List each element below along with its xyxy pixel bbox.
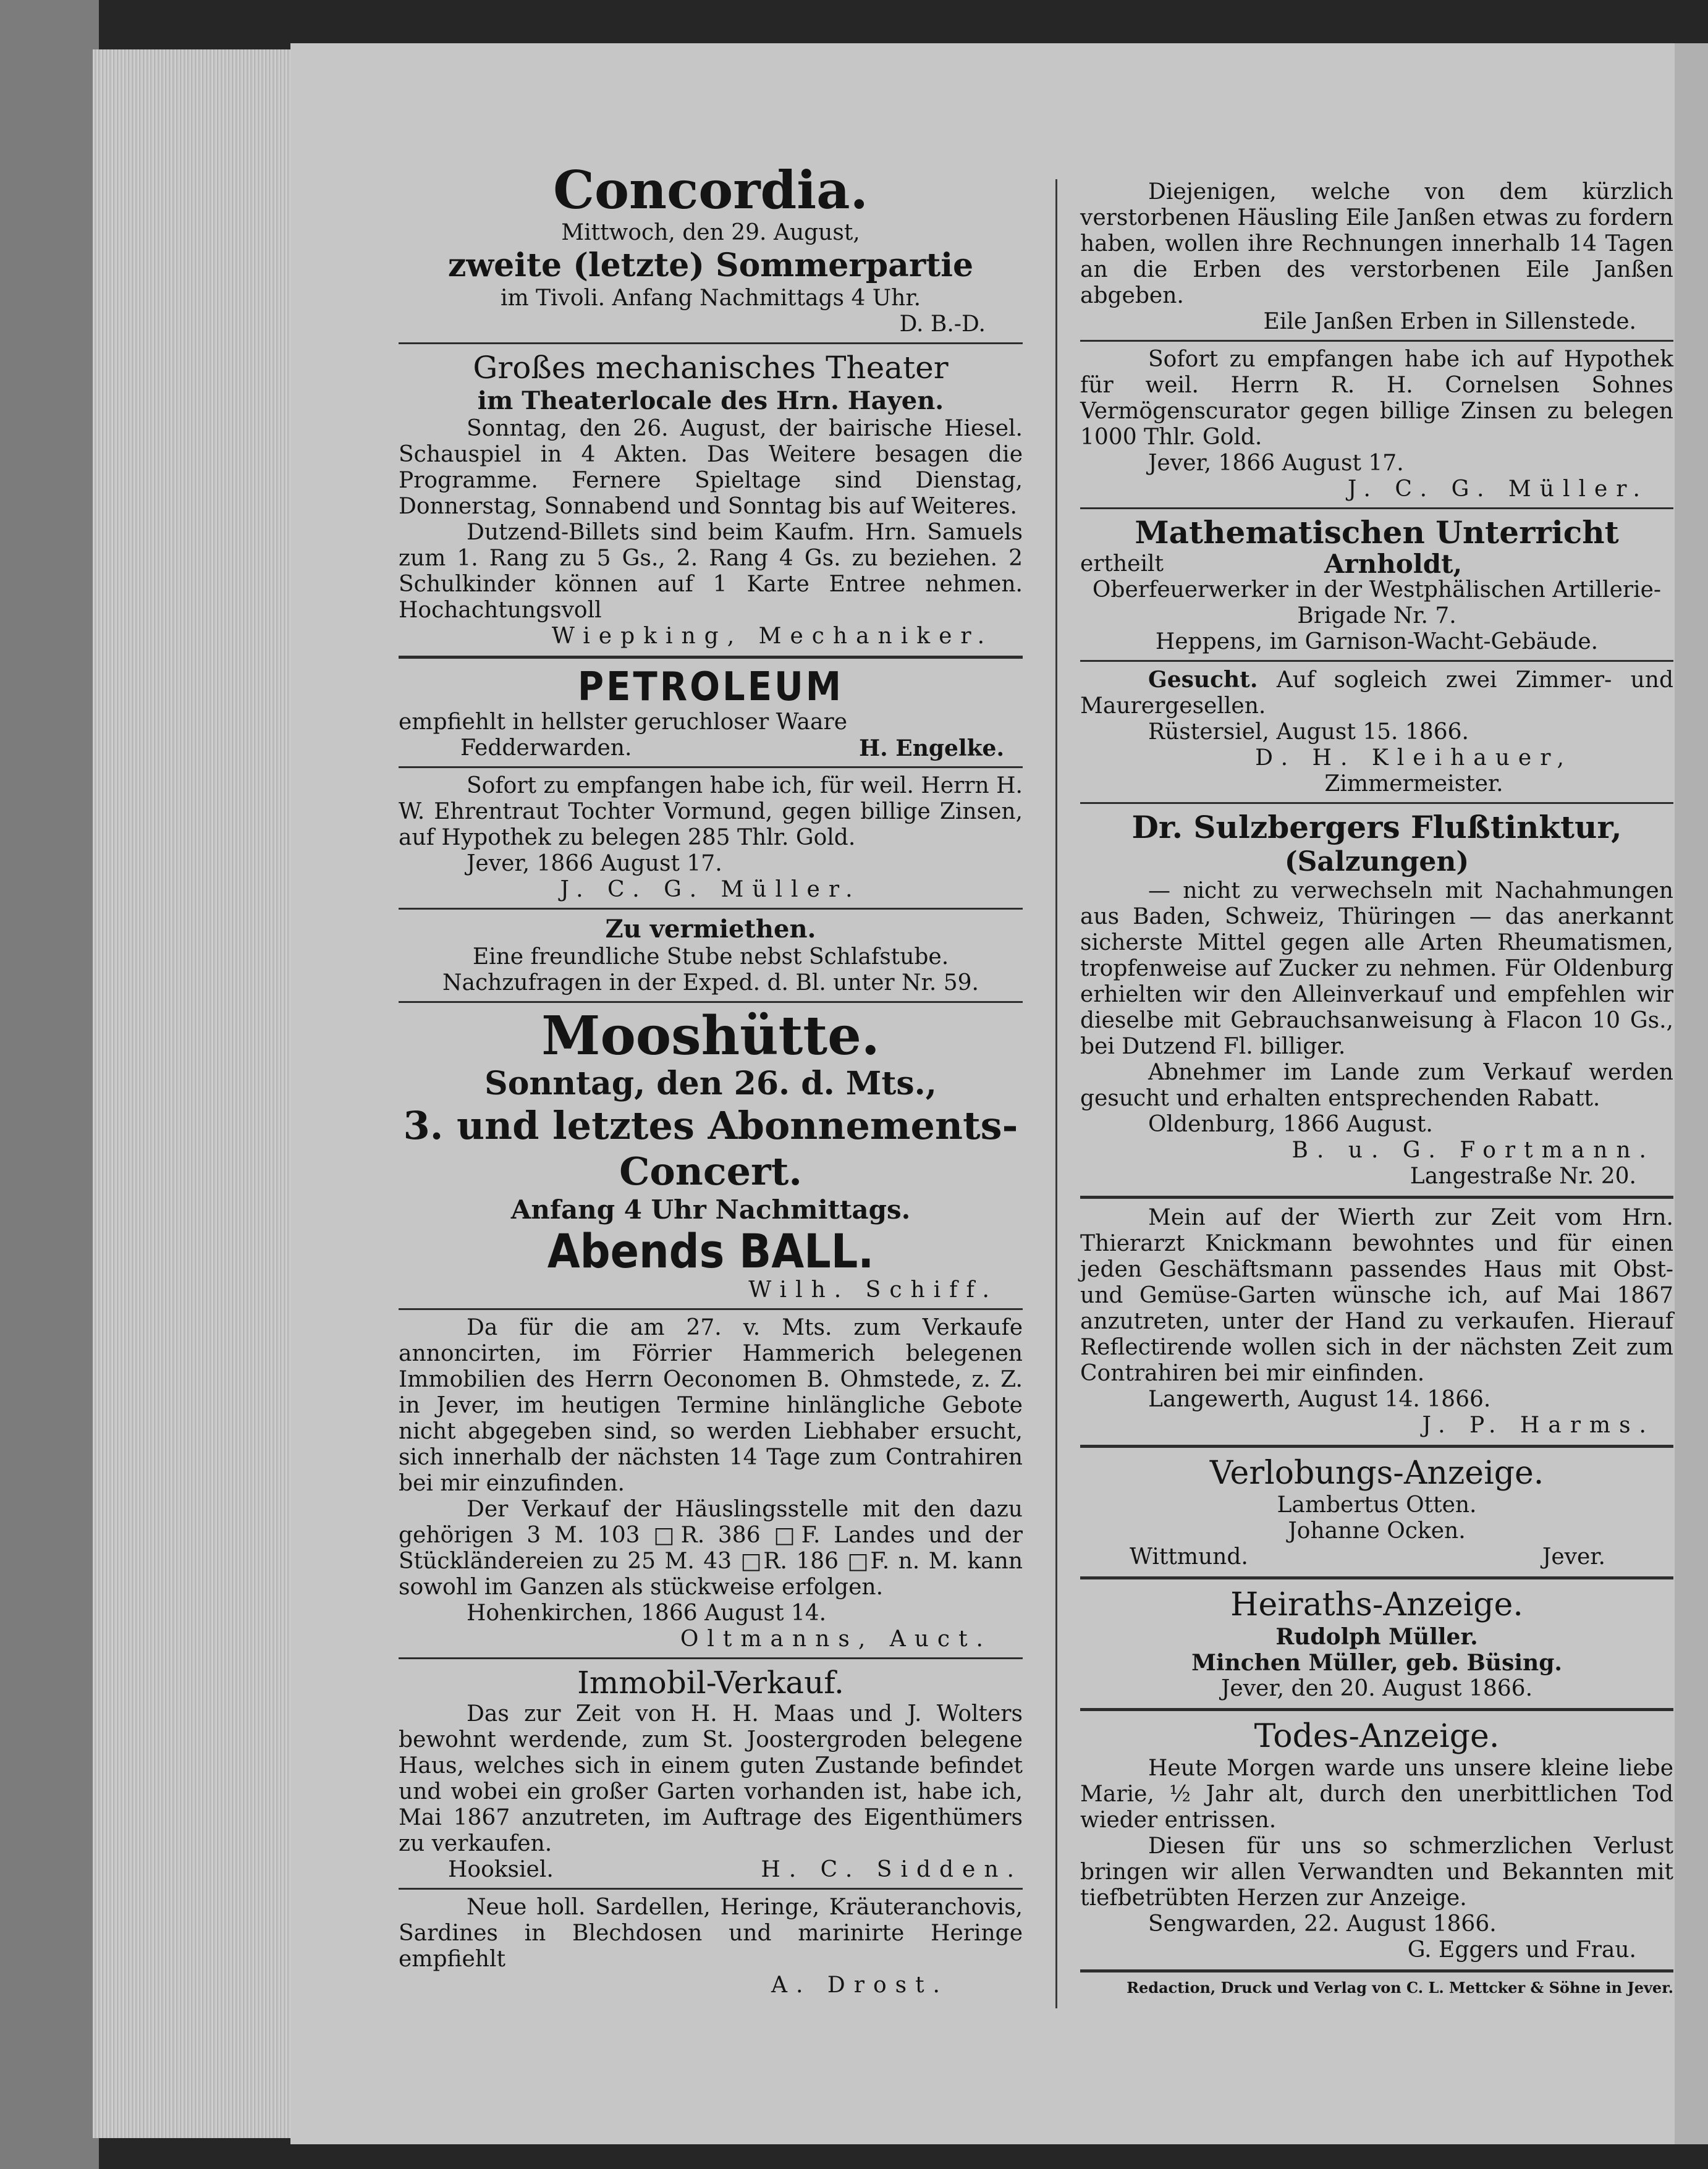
vermiethen-line1: Eine freundliche Stube nebst Schlafstube. [472,944,949,970]
todes-body: Heute Morgen warde uns unsere kleine liebe Marie, ½ Jahr alt, durch den unerbittlichen Tod wieder entrissen. [1080,1756,1673,1833]
next-page-edge [1675,43,1708,2144]
todes-title: Todes-Anzeige. [1254,1718,1500,1755]
concordia-sign: D. B.-D. [899,311,986,337]
mathe-lead: ertheilt [1080,551,1164,577]
hypothek1-date: Jever, 1866 August 17. [467,851,722,876]
divider [1080,507,1673,509]
verlobung-place1: Wittmund. [1130,1544,1248,1570]
divider [399,1001,1023,1003]
theater-title: Großes mechanisches Theater [473,350,949,386]
heirath-date: Jever, den 20. August 1866. [1220,1676,1533,1701]
immobil-body: Das zur Zeit von H. H. Maas und J. Wolters bewohnt werdende, zum St. Joostergroden belegene Haus, welches sich in einem guten Zustande befindet und wobei ein großer Garten vorhanden ist, habe ich, Mai 1867 anzutreten, im Auftrage des Eigenthümers zu verkaufen. [399,1701,1023,1856]
gesucht-date: Rüstersiel, August 15. 1866. [1148,719,1469,745]
sulzberger-body: — nicht zu verwechseln mit Nachahmungen aus Baden, Schweiz, Thüringen — das anerkannt sicherste Mittel gegen alle Arten Rheumatismen, tropfenweise auf Zucker zu nehmen. Für Oldenburg erhielten wir den Alleinverkauf und empfehlen wir dieselbe mit Gebrauchsanweisung à Flacon 10 Gs., bei Dutzend Fl. billiger. [1080,878,1673,1059]
mooshuette-date: Sonntag, den 26. d. Mts., [484,1065,937,1102]
vermiethen-title: Zu vermiethen. [605,915,816,944]
immobil-sign: H. C. Sidden. [761,1857,1023,1882]
sulzberger-address: Langestraße Nr. 20. [1410,1164,1636,1189]
divider [399,1308,1023,1310]
verkauf-date: Hohenkirchen, 1866 August 14. [467,1600,827,1626]
verlobung-place2: Jever. [1542,1544,1605,1570]
todes-body2: Diesen für uns so schmerzlichen Verlust bringen wir allen Verwandten und Bekannten mit tiefbetrübten Herzen zur Anzeige. [1080,1833,1673,1911]
jansen-sign: Eile Janßen Erben in Sillenstede. [1263,309,1636,334]
sulzberger-date: Oldenburg, 1866 August. [1148,1112,1433,1137]
jansen-body: Diejenigen, welche von dem kürzlich verstorbenen Häusling Eile Janßen etwas zu fordern haben, wollen ihre Rechnungen innerhalb 14 Tagen an die Erben des verstorbenen Eile Janßen abgeben. [1080,179,1673,308]
mathe-name: Arnholdt, [1324,549,1463,579]
divider [399,908,1023,910]
divider [399,766,1023,768]
mooshuette-ball: Abends BALL. [547,1224,874,1279]
mooshuette-title: Mooshütte. [541,1005,880,1067]
hypothek2-date: Jever, 1866 August 17. [1148,450,1404,476]
divider [1080,1576,1673,1579]
divider [1080,340,1673,342]
gesucht-role: Zimmermeister. [1324,771,1503,797]
hypothek2-sign: J. C. G. Müller. [1347,476,1649,502]
sulzberger-body2: Abnehmer im Lande zum Verkauf werden gesucht und erhalten entsprechenden Rabatt. [1080,1060,1673,1111]
mathe-line3: Heppens, im Garnison-Wacht-Gebäude. [1155,629,1599,654]
divider [1080,660,1673,662]
heirath-name2: Minchen Müller, geb. Büsing. [1191,1650,1562,1676]
verkauf-p2: Der Verkauf der Häuslingsstelle mit den dazu gehörigen 3 M. 103 □R. 386 □F. Landes und der Stückländereien zu 25 M. 43 □R. 186 □F. n. M. kann sowohl im Ganzen als stückweise erfolgen. [399,1497,1023,1600]
hypothek2-body: Sofort zu empfangen habe ich auf Hypothek für weil. Herrn R. H. Cornelsen Sohnes Vermögenscurator gegen billige Zinsen zu belegen 1000 Thlr. Gold. [1080,347,1673,450]
divider [399,1657,1023,1659]
petroleum-line: empfiehlt in hellster geruchloser Waare [399,709,847,735]
gesucht-block [1080,667,1673,719]
gesucht-body: Auf sogleich zwei Zimmer- und Maurergesellen. [1080,667,1673,719]
mooshuette-time: Anfang 4 Uhr Nachmittags. [510,1194,911,1225]
heirath-name1: Rudolph Müller. [1275,1624,1478,1650]
page-edges [93,49,290,2138]
immobil-footer [399,1857,1023,1883]
theater-subtitle: im Theaterlocale des Hrn. Hayen. [477,386,944,415]
mooshuette-event2: Concert. [619,1149,802,1194]
divider [1080,1969,1673,1972]
verlobung-name1: Lambertus Otten. [1277,1492,1477,1518]
todes-sign: G. Eggers und Frau. [1407,1937,1636,1963]
mathe-line2: Brigade Nr. 7. [1297,603,1456,628]
verkauf-sign: Oltmanns, Auct. [680,1626,992,1652]
divider [399,656,1023,659]
divider [1080,802,1673,804]
verlobung-places [1080,1544,1673,1570]
concordia-date: Mittwoch, den 29. August, [561,220,860,245]
book-cover [0,0,99,2169]
vermiethen-line2: Nachzufragen in der Exped. d. Bl. unter Nr. 59. [442,970,979,996]
gesucht-sign: D. H. Kleihauer, [1255,745,1573,771]
verlobung-title: Verlobungs-Anzeige. [1209,1455,1544,1492]
mathe-line1: Oberfeuerwerker in der Westphälischen Artillerie- [1092,577,1662,602]
concordia-title: Concordia. [553,159,868,221]
right-column [1080,124,1673,1997]
concordia-event: zweite (letzte) Sommerpartie [447,247,974,284]
mooshuette-event1: 3. und letztes Abonnements- [403,1103,1018,1148]
mathe-title: Mathematischen Unterricht [1135,514,1619,551]
left-column [399,124,1023,1998]
mooshuette-sign: Wilh. Schiff. [748,1277,998,1303]
petroleum-place: Fedderwarden. [460,735,632,761]
wierth-body: Mein auf der Wierth zur Zeit vom Hrn. Thierarzt Knickmann bewohntes und für einen jeden Geschäftsmann passendes Haus mit Obst- und Gemüse-Garten wünsche ich, auf Mai 1867 anzutreten, unter der Hand zu verkaufen. Hierauf Reflectirende wollen sich in der nächsten Zeit zum Contrahiren bei mir einfinden. [1080,1205,1673,1386]
sulzberger-title: Dr. Sulzbergers Flußtinktur, [1131,809,1622,845]
sardellen-sign: A. Drost. [771,1972,949,1998]
divider [399,1888,1023,1890]
todes-date: Sengwarden, 22. August 1866. [1148,1911,1497,1937]
sulzberger-sign: B. u. G. Fortmann. [1292,1138,1655,1163]
column-divider [1055,179,1057,2008]
verlobung-name2: Johanne Ocken. [1288,1518,1466,1544]
theater-sign: Wiepking, Mechaniker. [551,624,994,649]
imprint: Redaction, Druck und Verlag von C. L. Mettcker & Söhne in Jever. [1127,1979,1673,1997]
immobil-title: Immobil-Verkauf. [577,1665,844,1701]
hypothek1-body: Sofort zu empfangen habe ich, für weil. Herrn H. W. Ehrentraut Tochter Vormund, gegen billige Zinsen, auf Hypothek zu belegen 285 Thlr. Gold. [399,773,1023,850]
concordia-time: im Tivoli. Anfang Nachmittags 4 Uhr. [500,285,921,311]
divider [1080,1196,1673,1199]
immobil-place: Hooksiel. [448,1857,554,1882]
gesucht-label: Gesucht. [1148,667,1258,693]
divider [399,342,1023,344]
petroleum-title: PETROLEUM [577,664,844,710]
verkauf-p1: Da für die am 27. v. Mts. zum Verkaufe annoncirten, im Förrier Hammerich belegenen Immobilien des Herrn Oeconomen B. Ohmstede, z. Z. in Jever, im heutigen Termine hinlängliche Gebote nicht abgegeben sind, so werden Liebhaber ersucht, sich innerhalb der nächsten 14 Tage zum Contrahiren bei mir einzufinden. [399,1315,1023,1496]
theater-body2: Dutzend-Billets sind beim Kaufm. Hrn. Samuels zum 1. Rang zu 5 Gs., 2. Rang 4 Gs. zu beziehen. 2 Schulkinder können auf 1 Karte Entree nehmen. Hochachtungsvoll [399,520,1023,623]
divider [1080,1445,1673,1448]
theater-body: Sonntag, den 26. August, der bairische Hiesel. Schauspiel in 4 Akten. Das Weitere besagen die Programme. Fernere Spieltage sind Dienstag, Donnerstag, Sonnabend und Sonntag bis auf Weiteres. [399,416,1023,519]
mathe-lead-row [1080,551,1673,577]
heirath-title: Heiraths-Anzeige. [1230,1586,1523,1623]
wierth-date: Langewerth, August 14. 1866. [1148,1387,1491,1412]
wierth-sign: J. P. Harms. [1422,1413,1655,1438]
petroleum-footer [399,735,1023,761]
sulzberger-subtitle: (Salzungen) [1284,846,1469,877]
hypothek1-sign: J. C. G. Müller. [560,877,861,902]
divider [1080,1708,1673,1711]
petroleum-sign: H. Engelke. [859,735,1004,761]
sardellen-body: Neue holl. Sardellen, Heringe, Kräuteranchovis, Sardines in Blechdosen und marinirte Heringe empfiehlt [399,1895,1023,1972]
